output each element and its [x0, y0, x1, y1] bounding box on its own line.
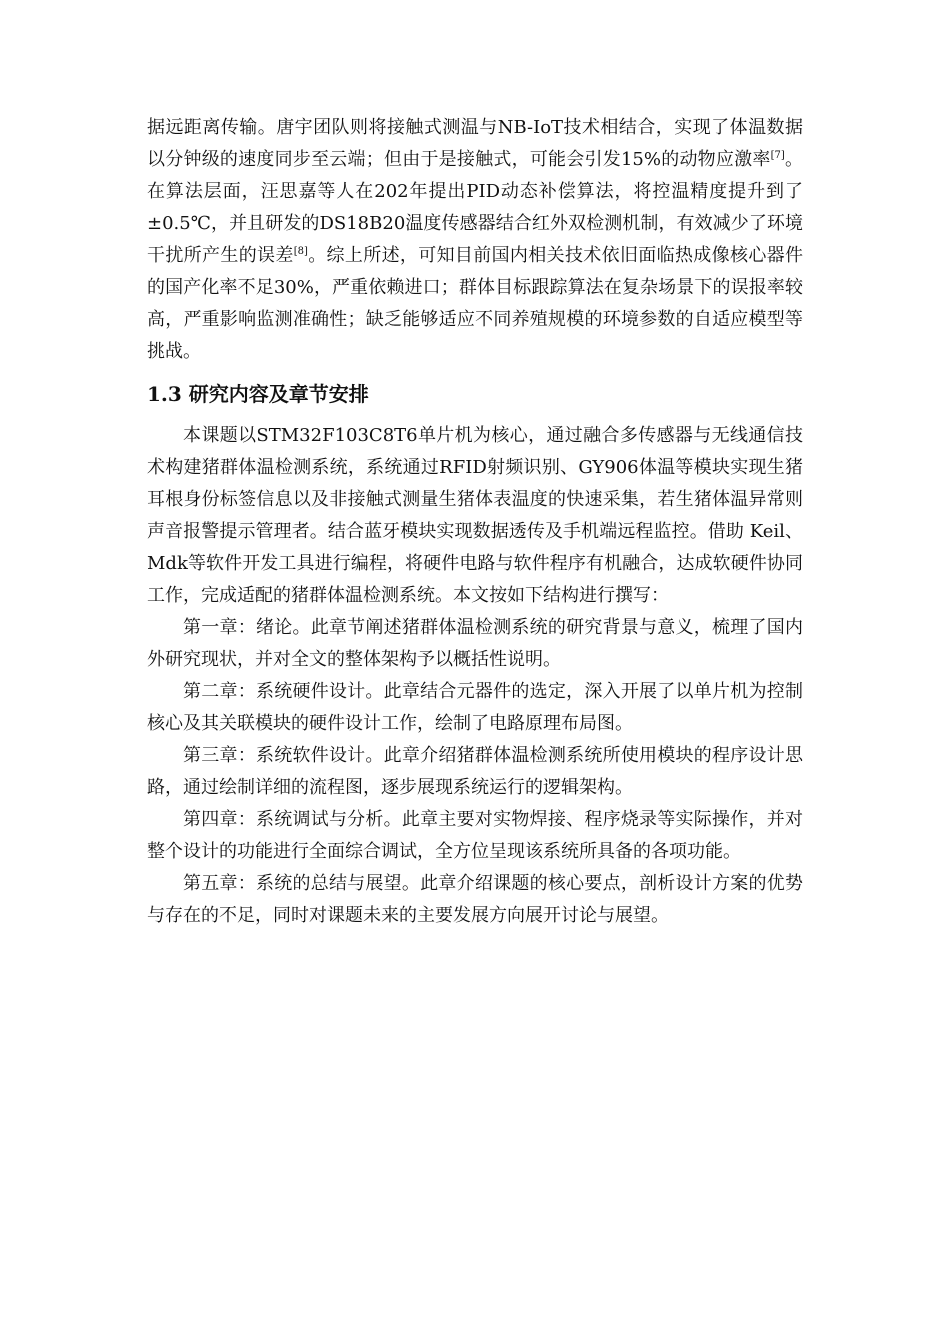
- section-heading: [147, 378, 803, 410]
- chapter-4-paragraph: 第四章：系统调试与分析。此章主要对实物焊接、程序烧录等实际操作，并对整个设计的功能进行全面综合调试，全方位呈现该系统所具备的各项功能。: [147, 809, 803, 862]
- citation-ref: [7]: [770, 150, 785, 161]
- citation-ref: [8]: [293, 246, 308, 257]
- section-number: 1.3: [147, 382, 182, 406]
- paragraph-text: 据远距离传输。唐宇团队则将接触式测温与NB-IoT技术相结合，实现了体温数据以分钟级的速度同步至云端；但由于是接触式，可能会引发15%的动物应激率: [147, 117, 803, 170]
- paragraph-text: 。在算法层面，汪思嘉等人在202年提出PID动态补偿算法，将控温精度提升到了±0.5℃，并且研发的DS18B20温度传感器结合红外双检测机制，有效减少了环境干扰所产生的误差: [147, 149, 803, 266]
- document-page: [147, 112, 803, 932]
- chapter-2-paragraph: 第二章：系统硬件设计。此章结合元器件的选定，深入开展了以单片机为控制核心及其关联模块的硬件设计工作，绘制了电路原理布局图。: [147, 681, 803, 734]
- chapter-1-paragraph: 第一章：绪论。此章节阐述猪群体温检测系统的研究背景与意义，梳理了国内外研究现状，并对全文的整体架构予以概括性说明。: [147, 617, 803, 670]
- continued-paragraph: [147, 112, 803, 368]
- chapter-3-paragraph: 第三章：系统软件设计。此章介绍猪群体温检测系统所使用模块的程序设计思路，通过绘制详细的流程图，逐步展现系统运行的逻辑架构。: [147, 745, 803, 798]
- section-title: 研究内容及章节安排: [188, 382, 369, 406]
- chapter-5-paragraph: 第五章：系统的总结与展望。此章介绍课题的核心要点，剖析设计方案的优势与存在的不足，同时对课题未来的主要发展方向展开讨论与展望。: [147, 873, 803, 926]
- paragraph-text: 。综上所述，可知目前国内相关技术依旧面临热成像核心器件的国产化率不足30%，严重依赖进口；群体目标跟踪算法在复杂场景下的误报率较高，严重影响监测准确性；缺乏能够适应不同养殖规模的环境参数的自适应模型等挑战。: [147, 245, 803, 362]
- intro-paragraph: 本课题以STM32F103C8T6单片机为核心，通过融合多传感器与无线通信技术构建猪群体温检测系统，系统通过RFID射频识别、GY906体温等模块实现生猪耳根身份标签信息以及非接触式测量生猪体表温度的快速采集，若生猪体温异常则声音报警提示管理者。结合蓝牙模块实现数据透传及手机端远程监控。借助 Keil、Mdk等软件开发工具进行编程，将硬件电路与软件程序有机融合，达成软硬件协同工作，完成适配的猪群体温检测系统。本文按如下结构进行撰写：: [147, 425, 803, 606]
